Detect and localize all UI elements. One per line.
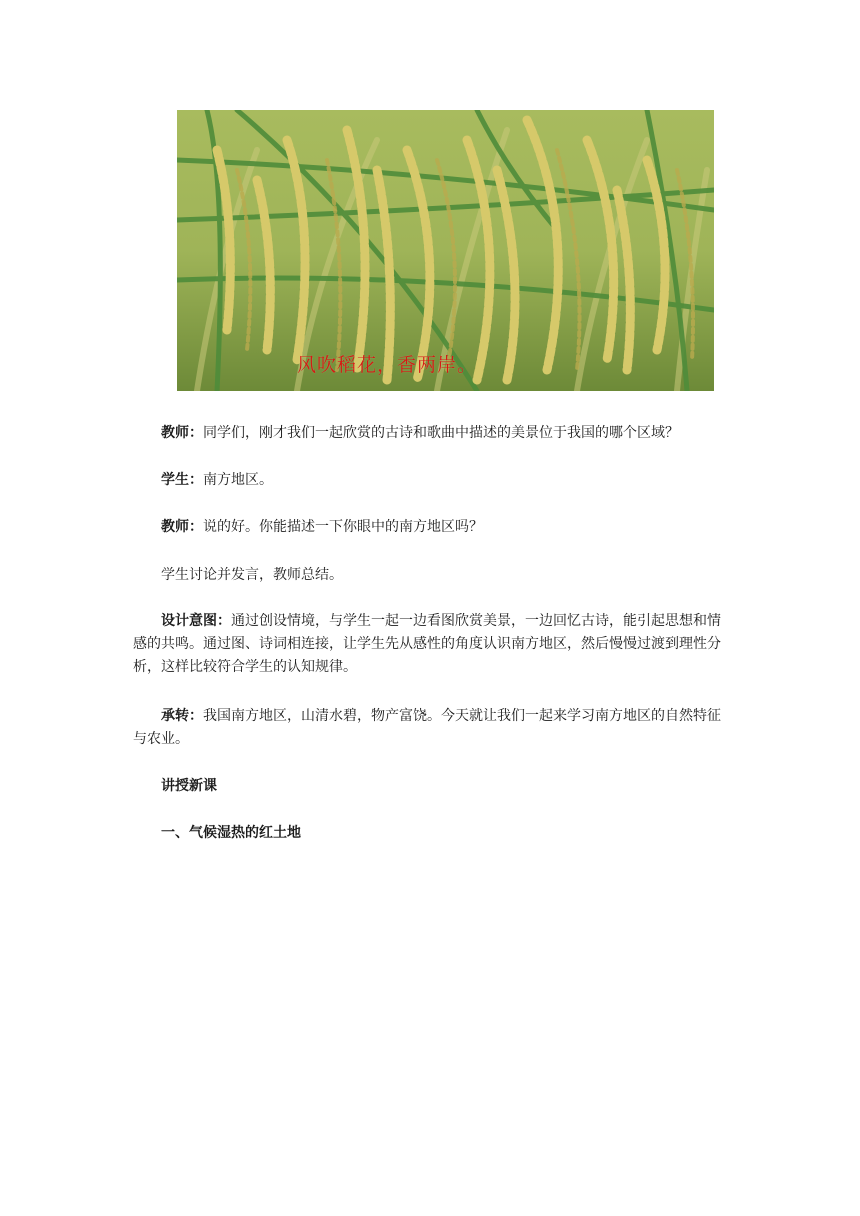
transition-paragraph xyxy=(133,705,733,751)
design-intent-label: 设计意图： xyxy=(161,613,231,629)
teacher-followup-paragraph xyxy=(133,516,733,539)
dialogue-text: 同学们，刚才我们一起欣赏的古诗和歌曲中描述的美景位于我国的哪个区域？ xyxy=(203,425,679,441)
design-intent-paragraph xyxy=(133,610,733,679)
design-intent-text: 通过创设情境，与学生一起一边看图欣赏美景，一边回忆古诗，能引起思想和情感的共鸣。通过图、诗词相连接，让学生先从感性的角度认识南方地区，然后慢慢过渡到理性分析，这样比较符合学生的认知规律。 xyxy=(133,613,721,675)
student-answer-paragraph xyxy=(133,469,733,492)
rice-paddy-photo xyxy=(177,110,714,391)
teacher-question-paragraph xyxy=(133,422,733,445)
speaker-label: 教师： xyxy=(161,425,203,441)
transition-text: 我国南方地区，山清水碧，物产富饶。今天就让我们一起来学习南方地区的自然特征与农业。 xyxy=(133,708,721,747)
discussion-paragraph: 学生讨论并发言，教师总结。 xyxy=(161,567,343,583)
subsection-heading: 一、气候湿热的红土地 xyxy=(161,825,301,841)
dialogue-text: 南方地区。 xyxy=(203,472,273,488)
image-caption: 风吹稻花，香两岸。 xyxy=(297,354,478,376)
section-heading: 讲授新课 xyxy=(161,778,217,794)
speaker-label: 学生： xyxy=(161,472,203,488)
speaker-label: 教师： xyxy=(161,519,203,535)
dialogue-text: 说的好。你能描述一下你眼中的南方地区吗？ xyxy=(203,519,483,535)
rice-paddy-illustration xyxy=(177,110,714,391)
transition-label: 承转： xyxy=(161,708,203,724)
